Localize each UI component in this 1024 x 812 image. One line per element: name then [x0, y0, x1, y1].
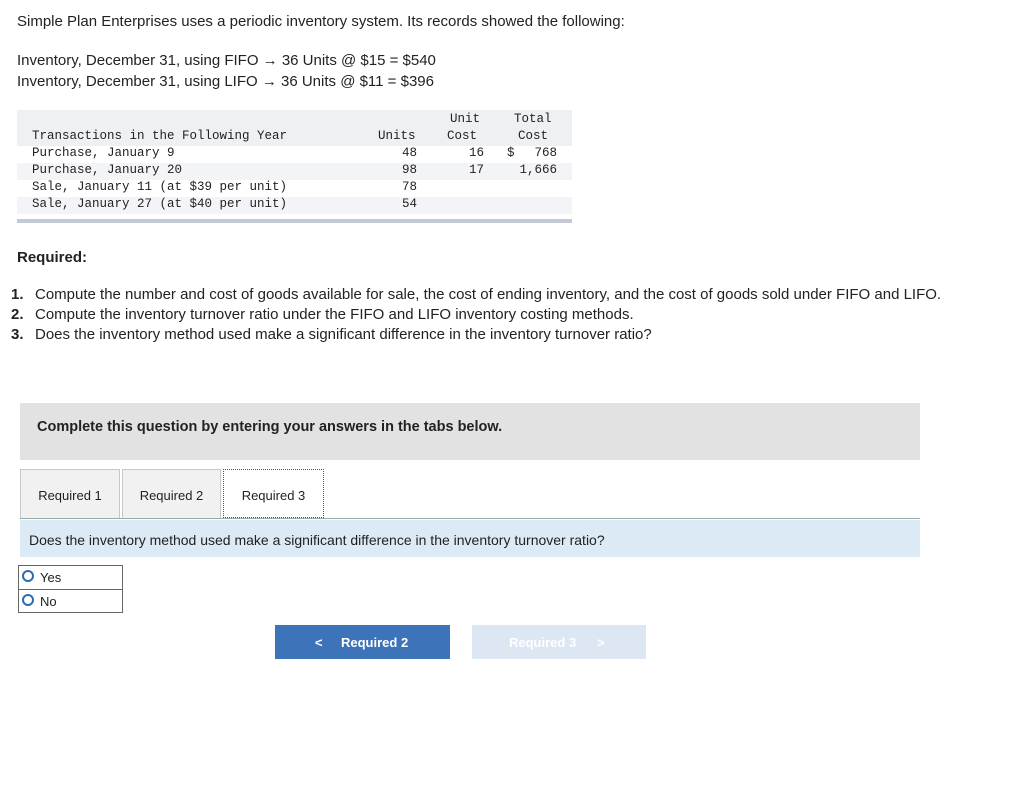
header-units: Units — [378, 129, 416, 143]
required-list — [11, 285, 1012, 345]
required-item-1 — [11, 285, 1012, 305]
option-yes[interactable] — [19, 566, 122, 589]
tab-label: Required 1 — [38, 488, 102, 503]
table-footer-bar — [17, 219, 572, 223]
table-row-label: Sale, January 11 (at $39 per unit) — [32, 180, 288, 194]
next-button-label: Required 3 — [509, 635, 577, 650]
banner-text: Complete this question by entering your answers in the tabs below. — [37, 419, 503, 435]
tab-required-1[interactable] — [20, 469, 120, 518]
option-label: Yes — [40, 570, 62, 585]
table-row-units: 98 — [401, 163, 417, 177]
tab-divider — [20, 518, 920, 519]
prev-button-label: Required 2 — [341, 635, 409, 650]
next-button[interactable] — [472, 625, 646, 659]
table-row-unit-cost: 16 — [468, 146, 484, 160]
option-no[interactable] — [19, 589, 122, 613]
table-row-unit-cost: 17 — [468, 163, 484, 177]
item-text: Compute the number and cost of goods available for sale, the cost of ending inventory, and the cost of goods sold under FIFO and LIFO. — [35, 286, 942, 303]
table-row-total-cost: 1,666 — [519, 163, 557, 177]
prev-button[interactable] — [275, 625, 450, 659]
radio-icon[interactable] — [22, 594, 34, 606]
problem-intro: Simple Plan Enterprises uses a periodic inventory system. Its records showed the following: — [17, 13, 625, 30]
table-row-units: 78 — [401, 180, 417, 194]
required-item-2 — [11, 305, 1012, 325]
question-text: Does the inventory method used make a significant difference in the inventory turnover ratio? — [29, 532, 605, 548]
tab-required-2[interactable] — [122, 469, 221, 518]
item-number: 3. — [11, 326, 24, 343]
header-total-cost: Total — [514, 112, 552, 126]
item-number: 1. — [11, 286, 24, 303]
table-row-label: Sale, January 27 (at $40 per unit) — [32, 197, 288, 211]
chevron-right-icon: > — [597, 635, 605, 650]
tab-required-3[interactable] — [223, 469, 324, 518]
table-row-total-cost: 768 — [534, 146, 557, 160]
transactions-table — [17, 110, 572, 224]
tab-label: Required 2 — [139, 488, 204, 503]
instruction-banner — [20, 403, 920, 460]
radio-icon[interactable] — [22, 570, 34, 582]
question-bar — [20, 520, 920, 557]
item-text: Compute the inventory turnover ratio under the FIFO and LIFO inventory costing methods. — [35, 306, 634, 323]
answer-options — [18, 565, 123, 613]
header-unit-cost: Unit — [450, 112, 481, 126]
table-row-units: 48 — [401, 146, 417, 160]
option-label: No — [40, 594, 57, 609]
lifo-inventory-line: Inventory, December 31, using LIFO → 36 Units @ $11 = $396 — [17, 73, 434, 90]
chevron-left-icon: < — [315, 635, 323, 650]
header-unit-cost-2: Cost — [447, 129, 478, 143]
fifo-inventory-line: Inventory, December 31, using FIFO → 36 Units @ $15 = $540 — [17, 52, 436, 69]
tab-label: Required 3 — [241, 488, 306, 503]
table-row-units: 54 — [401, 197, 417, 211]
item-text: Does the inventory method used make a significant difference in the inventory turnover ratio? — [35, 326, 652, 343]
table-row-label: Purchase, January 20 — [32, 163, 183, 177]
required-item-3 — [11, 325, 1012, 345]
header-total-cost-2: Cost — [518, 129, 549, 143]
header-transactions: Transactions in the Following Year — [32, 129, 288, 143]
item-number: 2. — [11, 306, 24, 323]
table-row-label: Purchase, January 9 — [32, 146, 175, 160]
table-row-dollar: $ — [507, 146, 515, 160]
required-heading: Required: — [17, 249, 88, 266]
